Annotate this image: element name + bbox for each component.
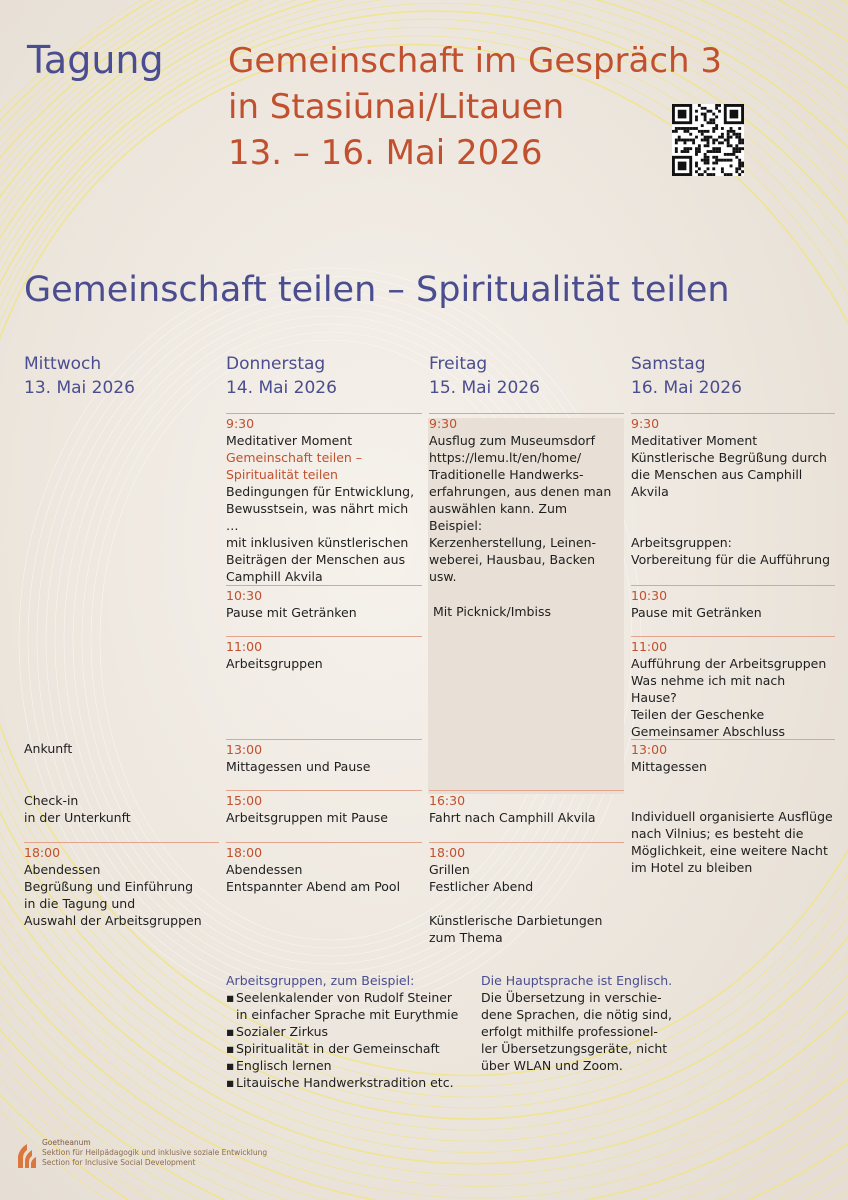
language-note: Die Hauptsprache ist Englisch. Die Übersetzung in verschie- dene Sprachen, die nötig sind, erfolgt mithilfe professionel- ler Übersetzungsgeräte, nicht über WLAN und Zoom. [481,972,681,1074]
schedule-slot: 18:00 Abendessen Entspannter Abend am Pool [226,842,422,895]
title-line: 13. – 16. Mai 2026 [228,133,543,173]
organisation-info: Goetheanum Sektion für Heilpädagogik und inklusive soziale Entwicklung Section for Inclusive Social Development [42,1138,268,1167]
schedule-slot: 16:30 Fahrt nach Camphill Akvila [429,790,624,826]
language-heading: Die Hauptsprache ist Englisch. [481,973,673,988]
list-item: ▪ Sozialer Zirkus [226,1024,329,1039]
schedule-slot: 18:00 Abendessen Begrüßung und Einführung in die Tagung und Auswahl der Arbeitsgruppen [24,842,219,929]
schedule-slot: 9:30 Meditativer Moment Künstlerische Begrüßung durch die Menschen aus Camphill Akvila Arbeitsgruppen: Vorbereitung für die Aufführung [631,413,835,568]
schedule-slot: 11:00 Aufführung der Arbeitsgruppen Was nehme ich mit nach Hause? Teilen der Geschenke Gemeinsamer Abschluss [631,636,835,740]
slot-time: 18:00 [226,845,263,860]
slot-divider [631,636,835,637]
schedule-slot: 10:30 Pause mit Getränken [631,585,835,621]
slot-divider [24,842,219,843]
schedule-slot: 13:00 Mittagessen und Pause [226,739,422,775]
slot-time: 11:00 [631,639,668,654]
slot-time: 9:30 [631,416,660,431]
slot-divider [226,842,422,843]
slot-divider [226,585,422,586]
slot-time: 13:00 [631,742,668,757]
slot-time: 11:00 [226,639,263,654]
slot-time: 18:00 [24,845,61,860]
list-item: ▪ Seelenkalender von Rudolf Steiner in einfacher Sprache mit Eurythmie [226,990,459,1022]
list-item: ▪ Englisch lernen [226,1058,332,1073]
program-subtitle: Gemeinschaft teilen – Spiritualität teilen [24,270,730,310]
schedule-slot: 18:00 Grillen Festlicher Abend Künstlerische Darbietungen zum Thema [429,842,624,946]
day-header-saturday [631,352,742,400]
schedule-slot: 9:30 Ausflug zum Museumsdorf https://lemu.lt/en/home/ Traditionelle Handwerks- erfahrungen, aus denen man auswählen kann. Zum Beispiel: Kerzenherstellung, Leinen- weberei, Hausbau, Backen usw. [429,413,624,585]
schedule-slot: Check-in in der Unterkunft [24,793,131,825]
day-date: 16. Mai 2026 [631,378,742,398]
day-name: Mittwoch [24,354,102,374]
day-header-wednesday [24,352,135,400]
slot-divider [429,842,624,843]
slot-time: 9:30 [226,416,255,431]
day-name: Freitag [429,354,488,374]
slot-divider [631,413,835,414]
workgroups-heading: Arbeitsgruppen, zum Beispiel: [226,973,415,988]
event-type-label: Tagung [27,38,164,82]
qr-code[interactable] [672,104,744,176]
list-item: ▪ Spiritualität in der Gemeinschaft [226,1041,440,1056]
schedule-slot: 9:30 Meditativer Moment Gemeinschaft teilen – Spiritualität teilen Bedingungen für Entwicklung, Bewusstsein, was nährt mich … mit inklusiven künstlerischen Beiträgen der Menschen aus Camphill Akvila [226,413,422,585]
day-date: 14. Mai 2026 [226,378,337,398]
slot-time: 13:00 [226,742,263,757]
schedule-slot: Individuell organisierte Ausflüge nach Vilnius; es besteht die Möglichkeit, eine weitere Nacht im Hotel zu bleiben [631,809,833,875]
slot-time: 9:30 [429,416,458,431]
schedule-slot: 10:30 Pause mit Getränken [226,585,422,621]
slot-divider [226,790,422,791]
schedule-slot: Mit Picknick/Imbiss [433,604,551,619]
day-name: Samstag [631,354,706,374]
event-title [228,38,722,176]
list-item: ▪ Litauische Handwerkstradition etc. [226,1075,454,1090]
day-header-friday [429,352,540,400]
day-date: 13. Mai 2026 [24,378,135,398]
slot-divider [631,739,835,740]
title-line: in Stasiūnai/Litauen [228,87,565,127]
schedule-slot: 15:00 Arbeitsgruppen mit Pause [226,790,422,826]
slot-time: 16:30 [429,793,466,808]
slot-divider [226,413,422,414]
schedule-slot: 11:00 Arbeitsgruppen [226,636,422,672]
slot-divider [429,413,624,414]
goetheanum-logo-icon [16,1138,38,1170]
schedule-slot: 13:00 Mittagessen [631,739,835,775]
workgroups-box [226,972,476,1091]
day-date: 15. Mai 2026 [429,378,540,398]
slot-divider [631,585,835,586]
slot-time: 15:00 [226,793,263,808]
slot-divider [429,790,624,791]
day-name: Donnerstag [226,354,326,374]
slot-time: 18:00 [429,845,466,860]
day-header-thursday [226,352,337,400]
schedule-slot: Ankunft [24,741,73,756]
slot-divider [226,739,422,740]
slot-time: 10:30 [631,588,668,603]
org-name: Goetheanum [42,1138,91,1147]
title-line: Gemeinschaft im Gespräch 3 [228,41,723,81]
slot-divider [226,636,422,637]
slot-time: 10:30 [226,588,263,603]
museum-link[interactable]: https://lemu.lt/en/home/ [429,450,582,465]
